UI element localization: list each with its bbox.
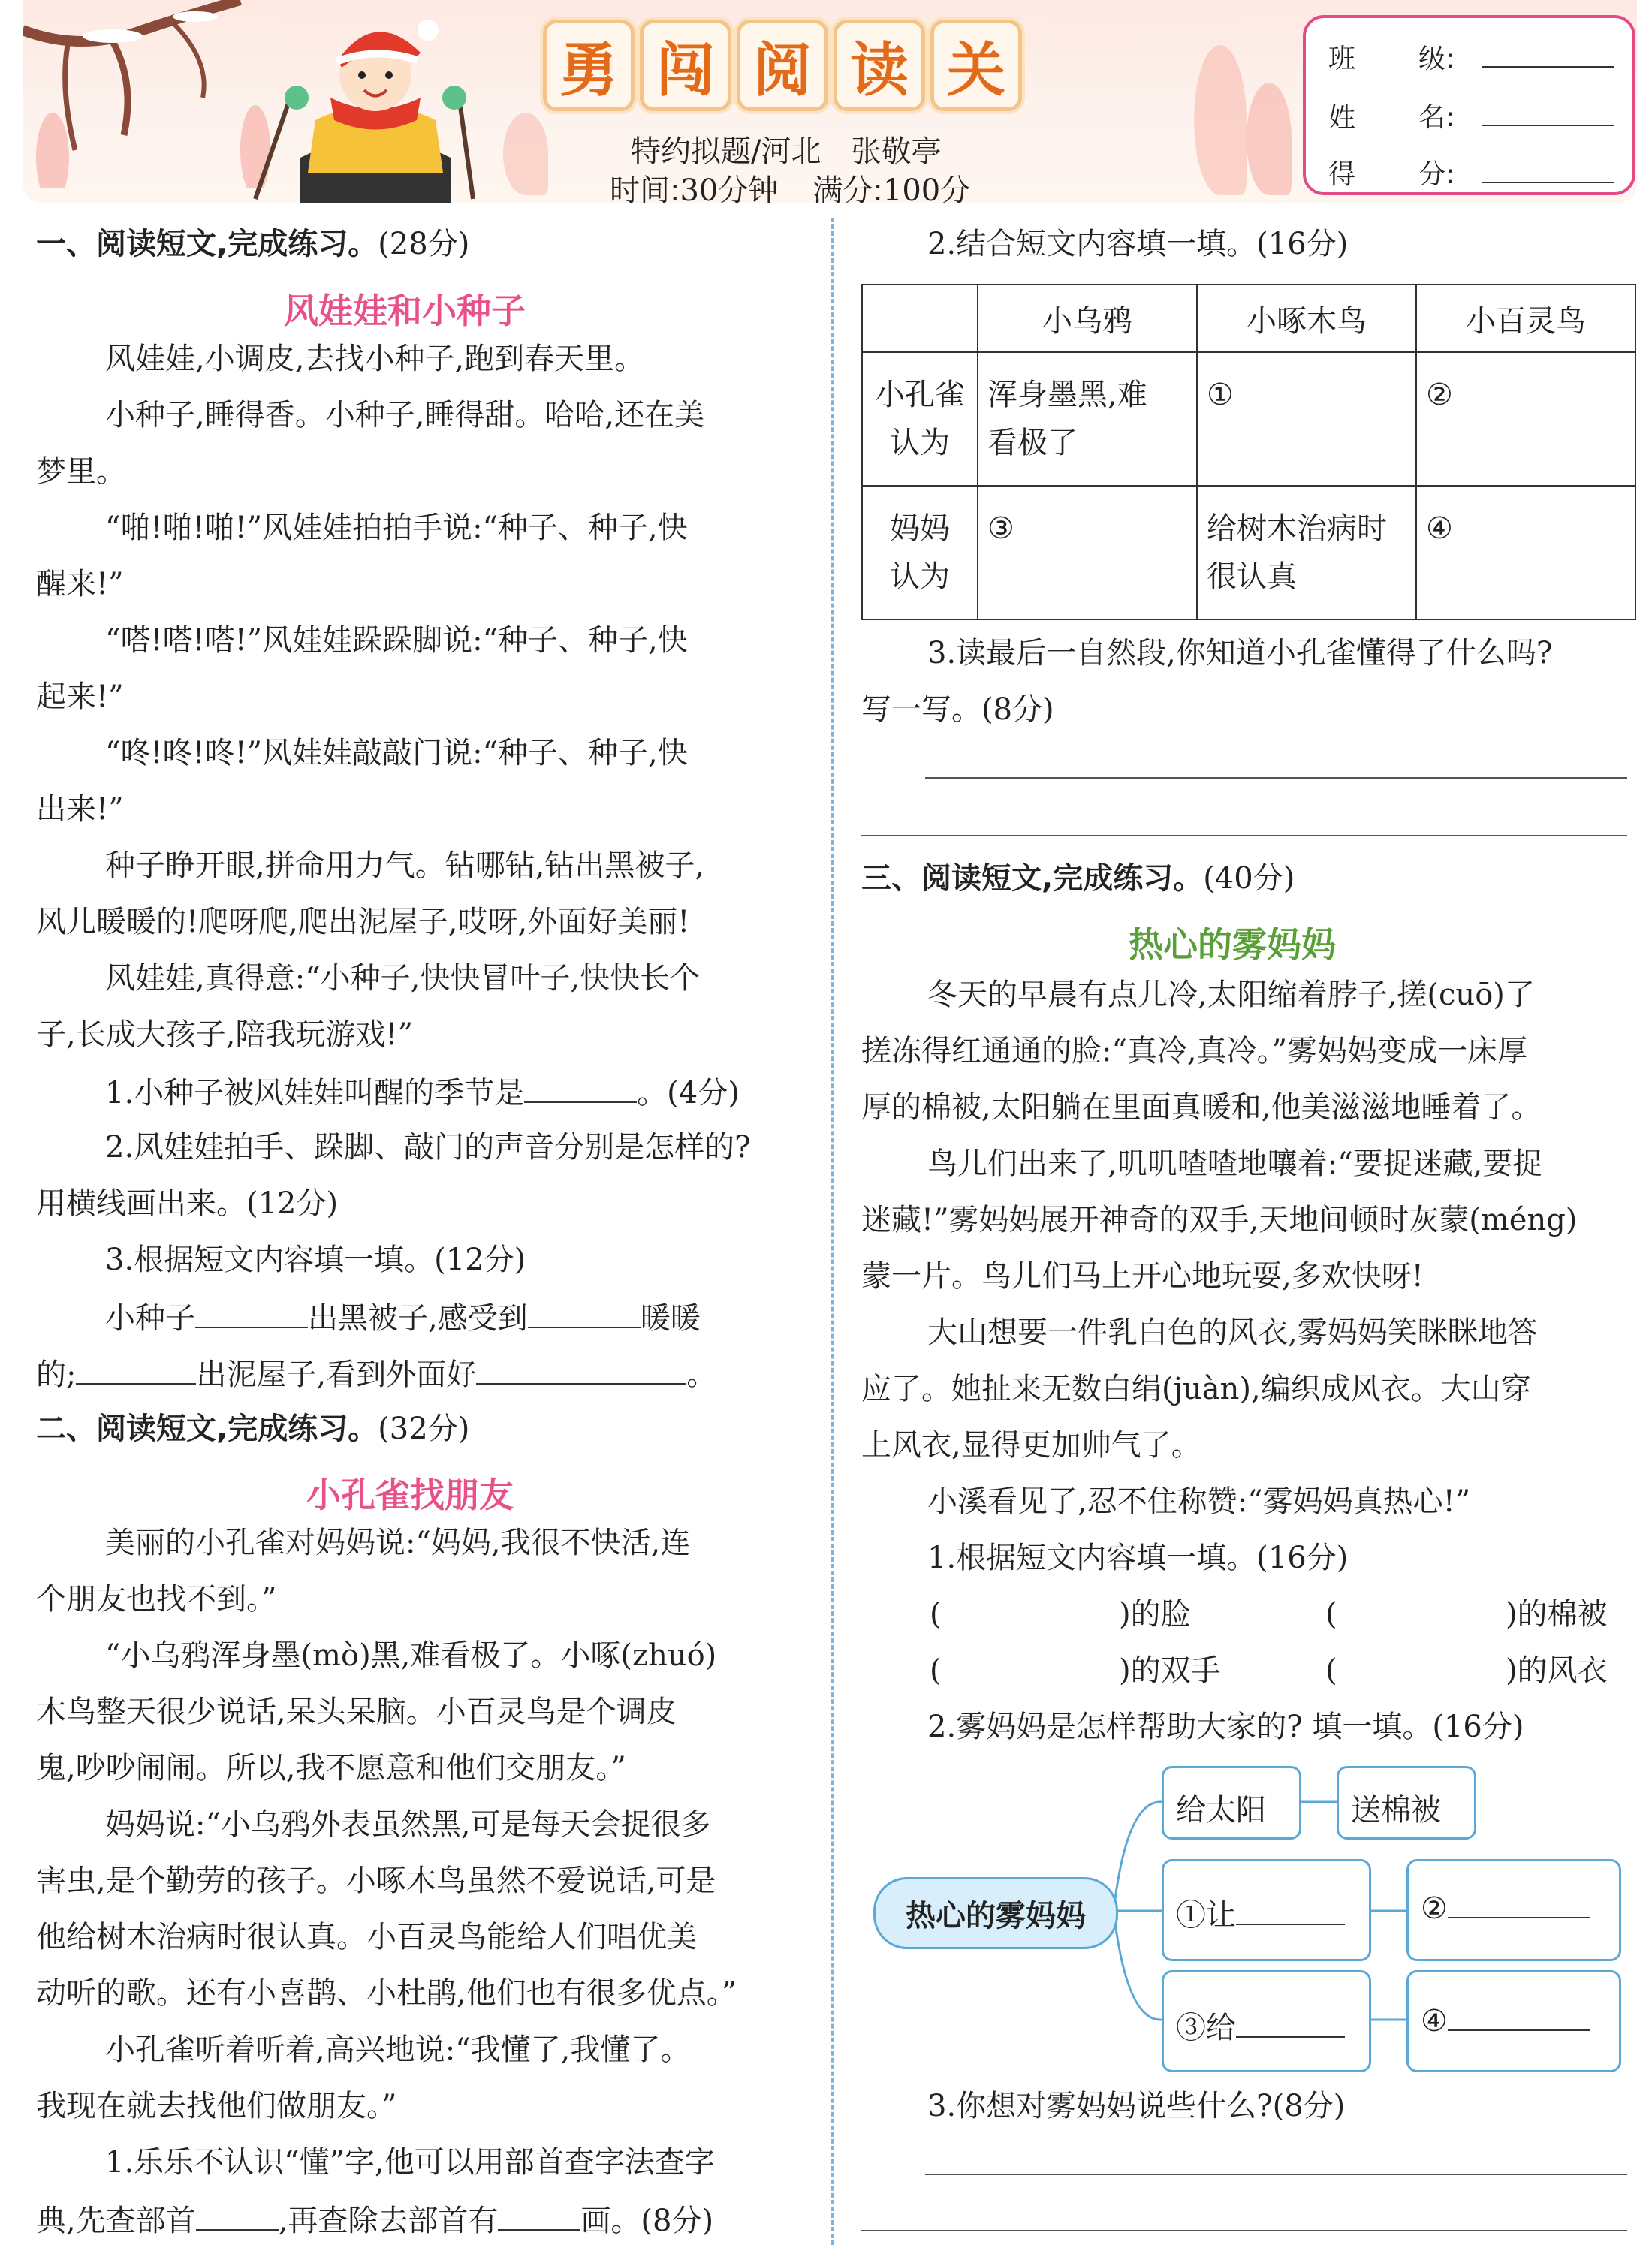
story1-line: 种子睁开眼,拼命用力气。钻哪钻,钻出黑被子, [105,848,705,883]
story1-line: 出来!” [36,792,124,827]
story1-line: 风娃娃,真得意:“小种子,快快冒叶子,快快长个 [105,961,701,996]
table-row-label-mother: 妈妈 认为 [862,486,978,619]
story1-title: 风娃娃和小种子 [284,291,526,331]
s2-q3-answer-line[interactable] [861,835,1627,836]
s2-question-3-cont: 写一写。(8分) [861,692,1054,727]
story1-line: “啪!啪!啪!”风娃娃拍拍手说:“种子、种子,快 [105,511,688,545]
story2-line: “小乌鸦浑身墨(mò)黑,难看极了。小啄(zhuó) [105,1638,717,1673]
story3-title: 热心的雾妈妈 [1129,924,1336,965]
decor-leaf [503,113,548,195]
story3-line: 上风衣,显得更加帅气了。 [861,1428,1201,1463]
table-cell-answer-2[interactable]: ② [1416,352,1635,486]
mindmap-root: 热心的雾妈妈 [873,1877,1118,1949]
table-corner-cell [862,285,978,352]
exam-meta [610,167,970,209]
s1-question-2-cont: 用横线画出来。(12分) [36,1186,339,1221]
section1-heading: 一、阅读短文,完成练习。(28分) [36,227,470,261]
story1-line: 风娃娃,小调皮,去找小种子,跑到春天里。 [105,342,645,376]
s3-q1-paren-open: ( [930,1597,942,1632]
s1-q3-fill-line: 的; 出泥屋子,看到外面好 。 [36,1358,717,1392]
column-divider [831,218,834,2245]
story3-line: 蒙一片。鸟儿们马上开心地玩耍,多欢快呀! [861,1259,1424,1294]
story2-line: 他给树木治病时很认真。小百灵鸟能给人们唱优美 [36,1920,697,1954]
story3-line: 厚的棉被,太阳躺在里面真暖和,他美滋滋地睡着了。 [861,1090,1542,1125]
s3-question-3: 3.你想对雾妈妈说些什么?(8分) [927,2089,1346,2123]
story3-line: 鸟儿们出来了,叽叽喳喳地嚷着:“要捉迷藏,要捉 [927,1147,1543,1181]
s2-q3-answer-line[interactable] [925,777,1627,779]
story2-line: 妈妈说:“小乌鸦外表虽然黑,可是每天会捉很多 [105,1807,711,1842]
time-label: 时间: [610,173,680,208]
s1-question-3: 3.根据短文内容填一填。(12分) [105,1243,526,1277]
s2-question-1-cont: 典,先查部首 ,再查除去部首有 画。(8分) [36,2204,714,2238]
mindmap-blank[interactable] [1236,2011,1345,2038]
s3-question-1: 1.根据短文内容填一填。(16分) [927,1541,1349,1575]
s1-q3-blank[interactable] [76,1358,196,1385]
decor-leaf [1247,83,1292,195]
friends-table [861,284,1636,620]
section3-heading: 三、阅读短文,完成练习。(40分) [861,861,1295,896]
story1-line: 小种子,睡得香。小种子,睡得甜。哈哈,还在美 [105,398,705,432]
story3-line: 大山想要一件乳白色的风衣,雾妈妈笑眯眯地答 [927,1315,1538,1350]
mindmap-branch-sun: 给太阳 [1162,1766,1301,1840]
table-header-woodpecker: 小啄木鸟 [1197,285,1416,352]
s1-q3-blank[interactable] [476,1358,686,1385]
mindmap-result-2[interactable]: ② [1406,1859,1621,1961]
decor-leaf [1194,45,1247,195]
s3-q1-fill-quilt[interactable]: )的棉被 [1506,1597,1608,1632]
s3-q1-paren-open: ( [1325,1597,1337,1632]
title-char-box: 勇 [543,20,635,111]
table-header-lark: 小百灵鸟 [1416,285,1635,352]
s1-question-1: 1.小种子被风娃娃叫醒的季节是 。(4分) [105,1076,740,1110]
mindmap-branch-3[interactable]: ③给 [1162,1970,1371,2072]
story3-line: 迷藏!”雾妈妈展开神奇的双手,天地间顿时灰蒙(méng) [861,1203,1578,1237]
class-field[interactable]: 班 级: [1328,38,1355,76]
s3-q1-fill-hands[interactable]: )的双手 [1119,1653,1221,1688]
story2-line: 个朋友也找不到。” [36,1582,277,1617]
s3-q3-answer-line[interactable] [925,2174,1627,2175]
byline-source: 特约拟题/河北 [631,134,821,169]
story3-line: 小溪看见了,忍不住称赞:“雾妈妈真热心!” [927,1484,1471,1519]
table-cell-answer-1[interactable]: ① [1197,352,1416,486]
story1-line: 起来!” [36,680,124,714]
story3-line: 搓冻得红通通的脸:“真冷,真冷。”雾妈妈变成一床厚 [861,1034,1528,1068]
mindmap-branch-2[interactable]: ①让 [1162,1859,1371,1961]
s1-q1-answer-blank[interactable] [524,1076,637,1103]
story1-line: “嗒!嗒!嗒!”风娃娃跺跺脚说:“种子、种子,快 [105,623,688,658]
story1-line: 梦里。 [36,454,126,489]
s2-q1-strokes-blank[interactable] [498,2204,580,2231]
table-row-label-peacock: 小孔雀 认为 [862,352,978,486]
s2-question-1: 1.乐乐不认识“懂”字,他可以用部首查字法查字 [105,2145,715,2180]
s3-q3-answer-line[interactable] [861,2230,1627,2231]
table-header-crow: 小乌鸦 [978,285,1197,352]
s3-q1-paren-open: ( [1325,1653,1337,1688]
story2-line: 害虫,是个勤劳的孩子。小啄木鸟虽然不爱说话,可是 [36,1864,716,1898]
mindmap-result-4[interactable]: ④ [1406,1970,1621,2072]
score-field[interactable]: 得 分: [1328,153,1355,191]
section2-heading: 二、阅读短文,完成练习。(32分) [36,1412,470,1446]
byline-author: 张敬亭 [851,134,942,169]
branch-illustration [23,0,270,188]
title-char-box: 阅 [737,20,828,111]
title-char-box: 读 [834,20,925,111]
story1-line: “咚!咚!咚!”风娃娃敲敲门说:“种子、种子,快 [105,736,688,770]
s2-question-2: 2.结合短文内容填一填。(16分) [927,227,1349,261]
story1-line: 子,长成大孩子,陪我玩游戏!” [36,1017,413,1052]
s3-q1-fill-coat[interactable]: )的风衣 [1506,1653,1608,1688]
table-cell: 给树木治病时 很认真 [1197,486,1416,619]
score-value: 100分 [882,173,971,208]
mindmap-blank[interactable] [1236,1898,1345,1925]
title-char-box: 关 [930,20,1022,111]
s3-q1-fill-face[interactable]: )的脸 [1119,1597,1191,1632]
s2-question-3: 3.读最后一自然段,你知道小孔雀懂得了什么吗? [927,636,1553,670]
mindmap-blank[interactable] [1448,1891,1590,1918]
s3-q1-paren-open: ( [930,1653,942,1688]
s1-q3-fill-line: 小种子 出黑被子,感受到 暖暖 [105,1301,701,1336]
mindmap-result-quilt: 送棉被 [1337,1766,1476,1840]
story2-line: 鬼,吵吵闹闹。所以,我不愿意和他们交朋友。” [36,1751,626,1785]
time-value: 30分钟 [680,173,779,208]
table-cell-answer-3[interactable]: ③ [978,486,1197,619]
score-label: 满分: [812,173,883,208]
s1-q3-blank[interactable] [528,1301,641,1328]
s1-q3-blank[interactable] [195,1301,308,1328]
story1-line: 风儿暖暖的!爬呀爬,爬出泥屋子,哎呀,外面好美丽! [36,905,690,939]
title-char-box: 闯 [640,20,731,111]
skiing-child-illustration [248,8,496,203]
story2-line: 木鸟整天很少说话,呆头呆脑。小百灵鸟是个调皮 [36,1695,677,1729]
story1-line: 醒来!” [36,567,124,601]
s3-question-2: 2.雾妈妈是怎样帮助大家的? 填一填。(16分) [927,1710,1524,1744]
mindmap-blank[interactable] [1448,2004,1590,2031]
story2-line: 美丽的小孔雀对妈妈说:“妈妈,我很不快活,连 [105,1526,691,1560]
story2-line: 小孔雀听着听着,高兴地说:“我懂了,我懂了。 [105,2032,691,2067]
table-cell: 浑身墨黑,难 看极了 [978,352,1197,486]
byline [631,128,941,170]
story2-line: 动听的歌。还有小喜鹊、小杜鹃,他们也有很多优点。” [36,1976,737,2011]
story2-title: 小孔雀找朋友 [306,1475,514,1515]
story2-line: 我现在就去找他们做朋友。” [36,2089,397,2123]
name-field[interactable]: 姓 名: [1328,96,1355,134]
story3-line: 应了。她扯来无数白绢(juàn),编织成风衣。大山穿 [861,1372,1531,1406]
story3-line: 冬天的早晨有点儿冷,太阳缩着脖子,搓(cuō)了 [927,978,1535,1012]
s2-q1-radical-blank[interactable] [196,2204,279,2231]
student-info-box [1303,15,1635,195]
table-cell-answer-4[interactable]: ④ [1416,486,1635,619]
s1-question-2: 2.风娃娃拍手、跺脚、敲门的声音分别是怎样的? [105,1130,751,1165]
